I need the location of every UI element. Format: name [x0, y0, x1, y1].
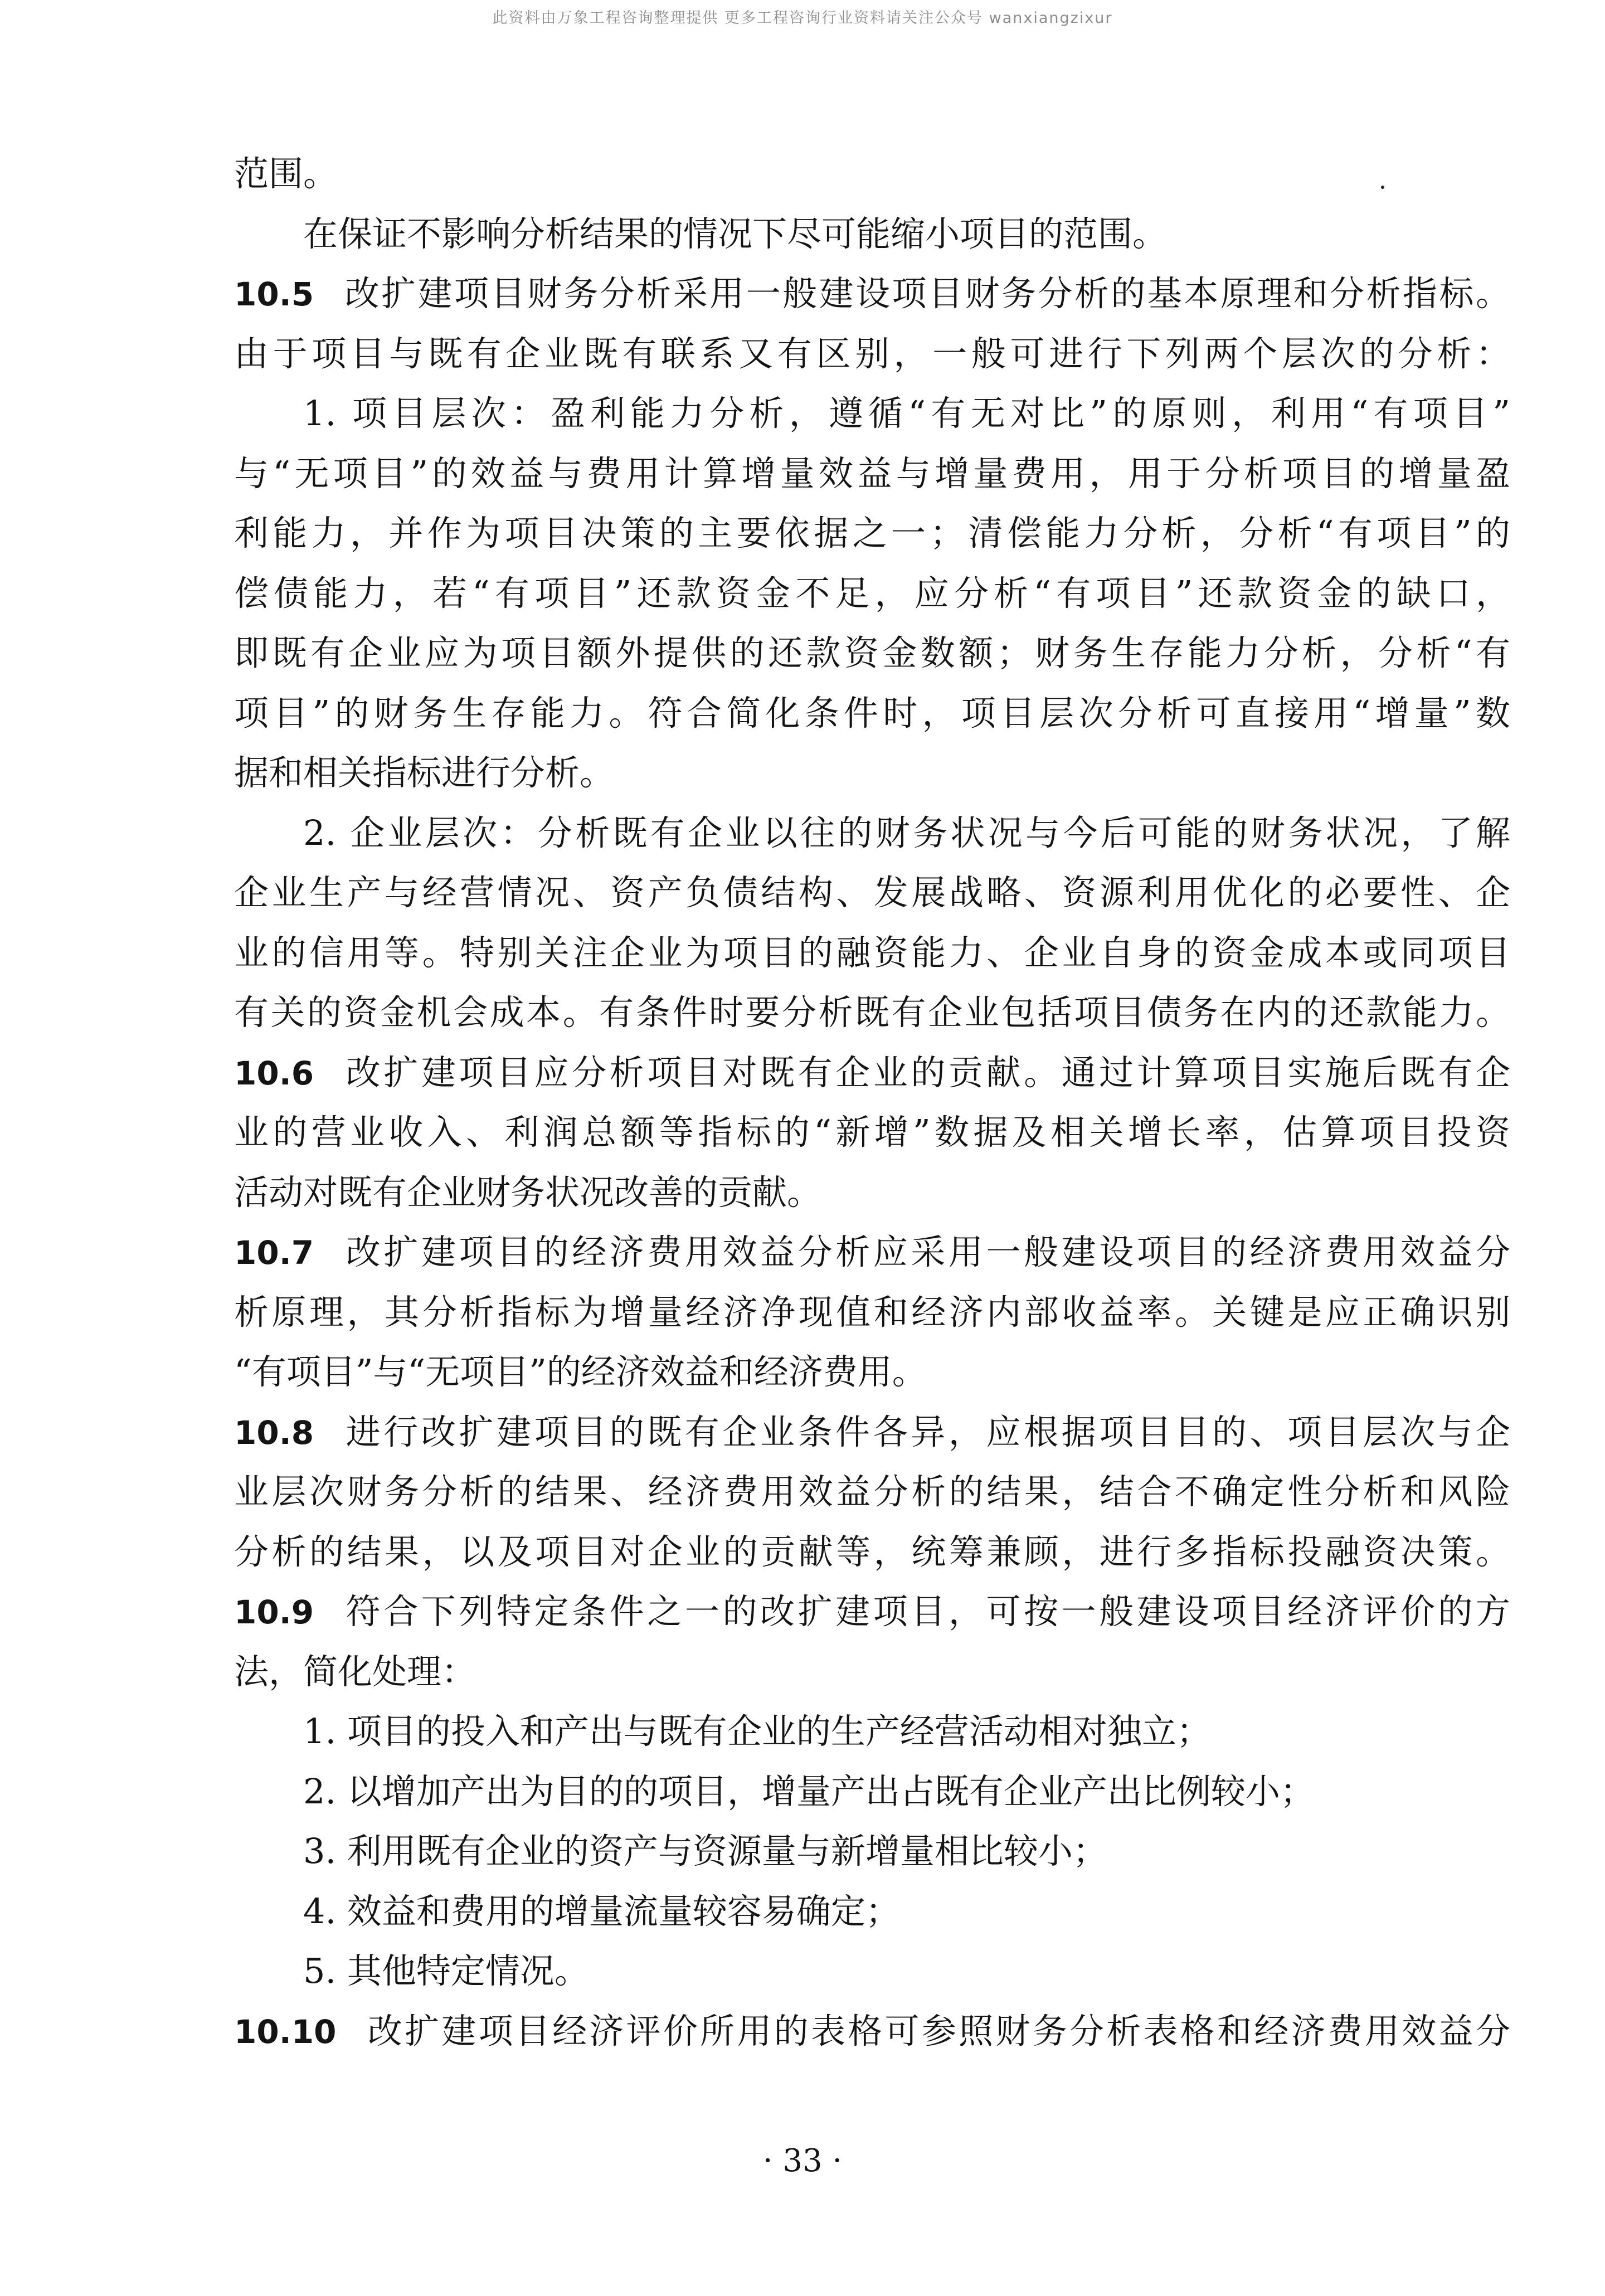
clause-10-8	[234, 1402, 1510, 1462]
clause-10-9	[234, 1582, 1510, 1642]
clause-10-10	[234, 2001, 1510, 2061]
clause-number: 10.7	[234, 1234, 314, 1272]
text-line: 业的营业收入、利润总额等指标的“新增”数据及相关增长率，估算项目投资	[234, 1112, 1510, 1152]
clause-text: 改扩建项目财务分析采用一般建设项目财务分析的基本原理和分析指标。	[343, 273, 1510, 314]
text-line: 即既有企业应为项目额外提供的还款资金数额；财务生存能力分析，分析“有	[234, 633, 1510, 673]
text-line: 分析的结果，以及项目对企业的贡献等，统筹兼顾，进行多指标投融资决策。	[234, 1531, 1510, 1572]
text-line: 活动对既有企业财务状况改善的贡献。	[234, 1171, 822, 1213]
list-item: 2. 以增加产出为目的的项目，增量产出占既有企业产出比例较小；	[303, 1770, 1315, 1812]
list-item-project-level: 1. 项目层次：盈利能力分析，遵循“有无对比”的原则，利用“有项目”	[303, 393, 1510, 434]
clause-10-5	[234, 264, 1510, 324]
text-line: 企业生产与经营情况、资产负债结构、发展战略、资源利用优化的必要性、企	[234, 872, 1510, 913]
watermark-header: 此资料由万象工程咨询整理提供 更多工程咨询行业资料请关注公众号 wanxiangzixur	[492, 9, 1113, 27]
text-line: 项目”的财务生存能力。符合简化条件时，项目层次分析可直接用“增量”数	[234, 692, 1510, 733]
text-line: 有关的资金机会成本。有条件时要分析既有企业包括项目债务在内的还款能力。	[234, 992, 1510, 1033]
clause-text: 符合下列特定条件之一的改扩建项目，可按一般建设项目经济评价的方	[343, 1591, 1510, 1632]
text-line: 利能力，并作为项目决策的主要依据之一；清偿能力分析，分析“有项目”的	[234, 513, 1510, 553]
clause-number: 10.8	[234, 1413, 314, 1452]
clause-number: 10.6	[234, 1054, 314, 1092]
list-item: 1. 项目的投入和产出与既有企业的生产经营活动相对独立；	[303, 1711, 1211, 1752]
text-line: 业层次财务分析的结果、经济费用效益分析的结果，结合不确定性分析和风险	[234, 1471, 1510, 1512]
document-page	[234, 144, 1510, 2061]
text-line: 由于项目与既有企业既有联系又有区别，一般可进行下列两个层次的分析：	[234, 333, 1510, 374]
clause-text: 改扩建项目的经济费用效益分析应采用一般建设项目的经济费用效益分	[343, 1232, 1510, 1272]
text-line: 据和相关指标进行分析。	[234, 752, 615, 793]
list-item-enterprise-level: 2. 企业层次：分析既有企业以往的财务状况与今后可能的财务状况，了解	[303, 812, 1510, 853]
clause-number: 10.9	[234, 1593, 314, 1631]
list-item: 5. 其他特定情况。	[303, 1950, 589, 1991]
text-line: 在保证不影响分析结果的情况下尽可能缩小项目的范围。	[303, 213, 1168, 254]
clause-text: 改扩建项目应分析项目对既有企业的贡献。通过计算项目实施后既有企	[343, 1052, 1510, 1093]
clause-number: 10.10	[234, 2012, 337, 2051]
list-item: 4. 效益和费用的增量流量较容易确定；	[303, 1890, 900, 1932]
text-line: 业的信用等。特别关注企业为项目的融资能力、企业自身的资金成本或同项目	[234, 932, 1510, 973]
scan-speck	[1381, 186, 1384, 189]
clause-text: 改扩建项目经济评价所用的表格可参照财务分析表格和经济费用效益分	[365, 2010, 1510, 2051]
clause-10-6	[234, 1043, 1510, 1103]
text-line: 偿债能力，若“有项目”还款资金不足，应分析“有项目”还款资金的缺口，	[234, 572, 1510, 614]
text-line: 范围。	[234, 153, 338, 194]
clause-number: 10.5	[234, 275, 314, 313]
clause-text: 进行改扩建项目的既有企业条件各异，应根据项目目的、项目层次与企	[343, 1411, 1510, 1452]
text-line: “有项目”与“无项目”的经济效益和经济费用。	[234, 1351, 927, 1392]
text-line: 析原理，其分析指标为增量经济净现值和经济内部收益率。关键是应正确识别	[234, 1291, 1510, 1332]
text-line: 与“无项目”的效益与费用计算增量效益与增量费用，用于分析项目的增量盈	[234, 453, 1510, 494]
clause-10-7	[234, 1222, 1510, 1282]
page-number: · 33 ·	[762, 2143, 843, 2179]
text-line: 法，简化处理：	[234, 1651, 476, 1692]
list-item: 3. 利用既有企业的资产与资源量与新增量相比较小；	[303, 1831, 1107, 1871]
